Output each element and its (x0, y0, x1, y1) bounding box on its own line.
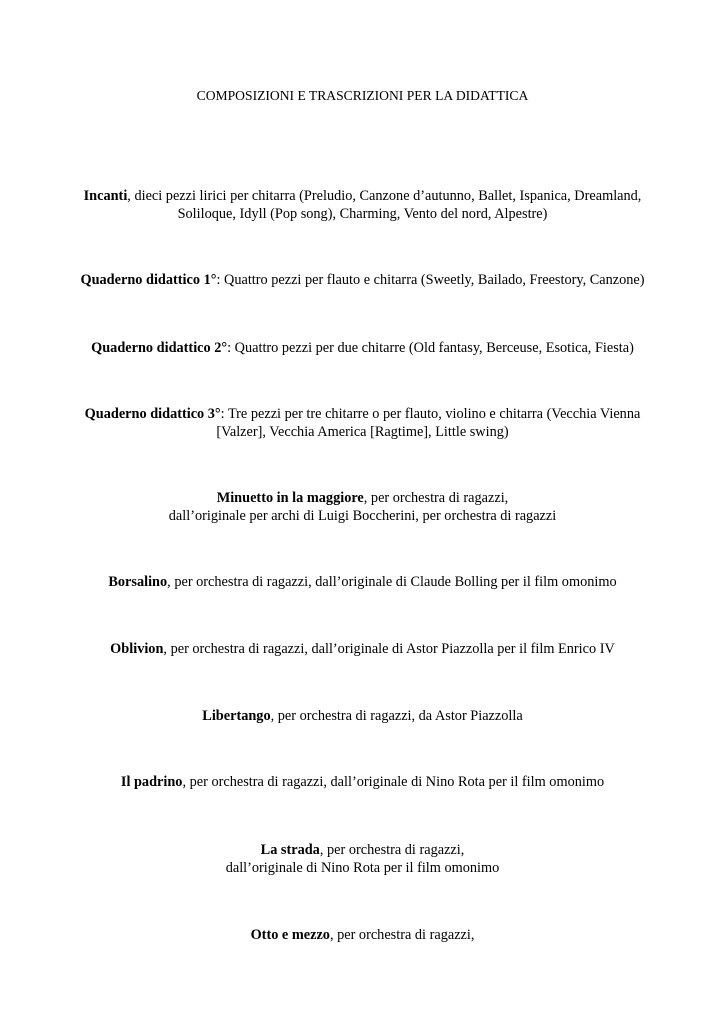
entry-description: , per orchestra di ragazzi, da Astor Piazzolla (270, 708, 523, 724)
entry-description: : Quattro pezzi per flauto e chitarra (Sweetly, Bailado, Freestory, Canzone) (216, 272, 645, 288)
entry-description: , per orchestra di ragazzi, dall’originale di Nino Rota per il film omonimo (182, 774, 605, 790)
entry-name: Borsalino (108, 574, 168, 590)
entry-description: , per orchestra di ragazzi, (329, 927, 475, 943)
entry-oblivion (60, 640, 665, 658)
entry-description-continued: Soliloque, Idyll (Pop song), Charming, Vento del nord, Alpestre) (177, 206, 548, 222)
entry-name: Quaderno didattico 1° (80, 272, 217, 288)
entry-quaderno-1 (60, 271, 665, 289)
entry-description: : Quattro pezzi per due chitarre (Old fantasy, Berceuse, Esotica, Fiesta) (227, 340, 634, 356)
entry-description: , per orchestra di ragazzi, dall’originale di Claude Bolling per il film omonimo (167, 574, 617, 590)
entry-name: Libertango (202, 708, 271, 724)
page-title: COMPOSIZIONI E TRASCRIZIONI PER LA DIDATTICA (196, 88, 529, 103)
entry-name: Minuetto in la maggiore (216, 490, 364, 506)
entry-otto-e-mezzo (60, 926, 665, 944)
entry-name: Incanti (83, 188, 128, 204)
entry-name: Otto e mezzo (250, 927, 330, 943)
entry-libertango (60, 707, 665, 725)
entry-quaderno-2 (60, 339, 665, 357)
entry-description-continued: [Valzer], Vecchia America [Ragtime], Little swing) (216, 424, 509, 440)
entry-name: Il padrino (120, 774, 183, 790)
entry-description: , per orchestra di ragazzi, dall’originale di Astor Piazzolla per il film Enrico IV (163, 641, 615, 657)
entry-name: Oblivion (110, 641, 164, 657)
entry-quaderno-3 (60, 405, 665, 441)
entry-borsalino (60, 573, 665, 591)
entry-description: : Tre pezzi per tre chitarre o per flauto, violino e chitarra (Vecchia Vienna (220, 406, 641, 422)
entry-name: Quaderno didattico 2° (91, 340, 228, 356)
entry-name: La strada (260, 842, 320, 858)
entry-description-continued: dall’originale di Nino Rota per il film omonimo (225, 860, 500, 876)
entry-minuetto (60, 489, 665, 525)
entry-description: , per orchestra di ragazzi, (319, 842, 465, 858)
entry-la-strada (60, 841, 665, 877)
entry-incanti (60, 187, 665, 223)
entry-description: , per orchestra di ragazzi, (363, 490, 509, 506)
entry-name: Quaderno didattico 3° (84, 406, 221, 422)
entry-description-continued: dall’originale per archi di Luigi Boccherini, per orchestra di ragazzi (168, 508, 557, 524)
entry-il-padrino (60, 773, 665, 791)
entry-description: , dieci pezzi lirici per chitarra (Preludio, Canzone d’autunno, Ballet, Ispanica, Dreamland, (127, 188, 642, 204)
